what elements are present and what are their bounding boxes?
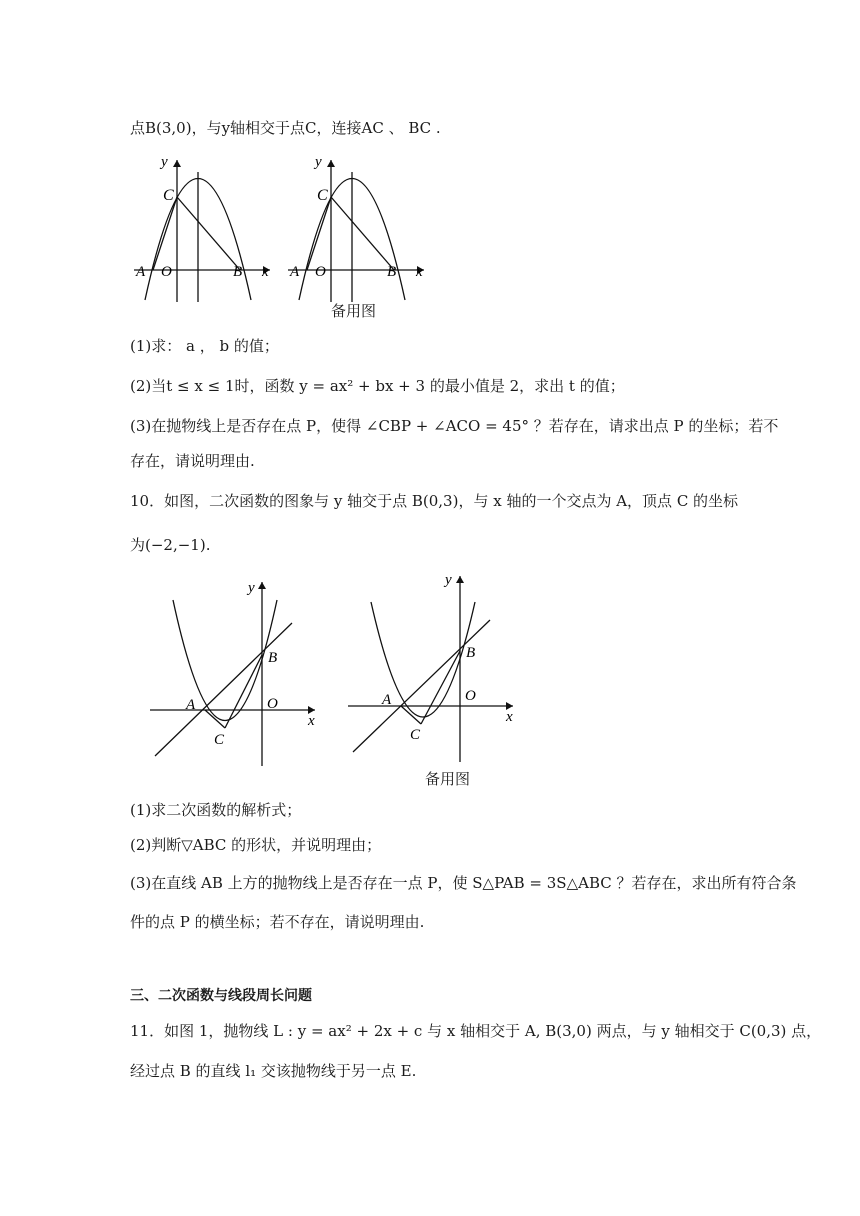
q10-part-1: (1)求二次函数的解析式；	[130, 801, 302, 819]
fig10b-label-o: O	[465, 688, 476, 704]
fig10-label-x: x	[308, 713, 315, 729]
q11-stem-a: 11．如图 1，抛物线 L : y = ax² + 2x + c 与 x 轴相交于 A, B(3,0) 两点，与 y 轴相交于 C(0,3) 点，	[130, 1022, 822, 1040]
fig9-label-y: y	[161, 154, 168, 170]
fig9-label-o: O	[161, 264, 172, 280]
fig9-label-b: B	[233, 264, 243, 280]
fig9b-label-y: y	[315, 154, 322, 170]
fig9-label-a: A	[136, 264, 146, 280]
text-line-1: 点B(3,0)，与y轴相交于点C，连接AC 、 BC .	[130, 119, 441, 137]
fig10-label-b: B	[268, 650, 278, 666]
figure-9-caption: 备用图	[331, 302, 377, 320]
figure-9-main	[130, 152, 280, 302]
fig10b-label-a: A	[382, 692, 392, 708]
q10-stem-a: 10．如图，二次函数的图象与 y 轴交于点 B(0,3)，与 x 轴的一个交点为 A，顶点 C 的坐标	[130, 492, 739, 510]
fig10b-label-c: C	[410, 727, 421, 743]
fig9b-label-a: A	[290, 264, 300, 280]
fig10-label-c: C	[214, 732, 225, 748]
figure-10-caption: 备用图	[425, 770, 471, 788]
fig9b-label-b: B	[387, 264, 397, 280]
q9-part-3b: 存在，请说明理由.	[130, 452, 255, 470]
q10-part-3a: (3)在直线 AB 上方的抛物线上是否存在一点 P，使 S△PAB = 3S△ABC ？若存在，求出所有符合条	[130, 874, 797, 892]
fig10-label-a: A	[186, 697, 196, 713]
fig9b-label-c: C	[317, 187, 328, 204]
fig10b-label-b: B	[466, 645, 476, 661]
fig9-label-x: x	[262, 264, 269, 280]
q9-part-3a: (3)在抛物线上是否存在点 P，使得 ∠CBP + ∠ACO = 45° ？若存在，请求出点 P 的坐标；若不	[130, 417, 779, 435]
figure-10-main	[150, 576, 325, 776]
figure-10-backup	[348, 570, 523, 770]
fig10-label-y: y	[248, 580, 255, 596]
q10-stem-b: 为(−2,−1).	[130, 536, 211, 554]
fig10b-label-x: x	[506, 709, 513, 725]
q9-part-2: (2)当t ≤ x ≤ 1时，函数 y = ax² + bx + 3 的最小值是 2，求出 t 的值；	[130, 377, 625, 395]
fig10b-label-y: y	[445, 572, 452, 588]
fig9-label-c: C	[163, 187, 174, 204]
q9-part-1: (1)求： a ， b 的值；	[130, 337, 279, 355]
q11-stem-b: 经过点 B 的直线 l₁ 交该抛物线于另一点 E.	[130, 1062, 417, 1080]
figure-9-backup	[284, 152, 434, 302]
fig10-label-o: O	[267, 696, 278, 712]
section-heading-3: 三、二次函数与线段周长问题	[130, 988, 312, 1004]
q10-part-2: (2)判断▽ABC 的形状，并说明理由；	[130, 836, 382, 854]
q10-part-3b: 件的点 P 的横坐标；若不存在，请说明理由.	[130, 913, 425, 931]
fig9b-label-o: O	[315, 264, 326, 280]
fig9b-label-x: x	[416, 264, 423, 280]
